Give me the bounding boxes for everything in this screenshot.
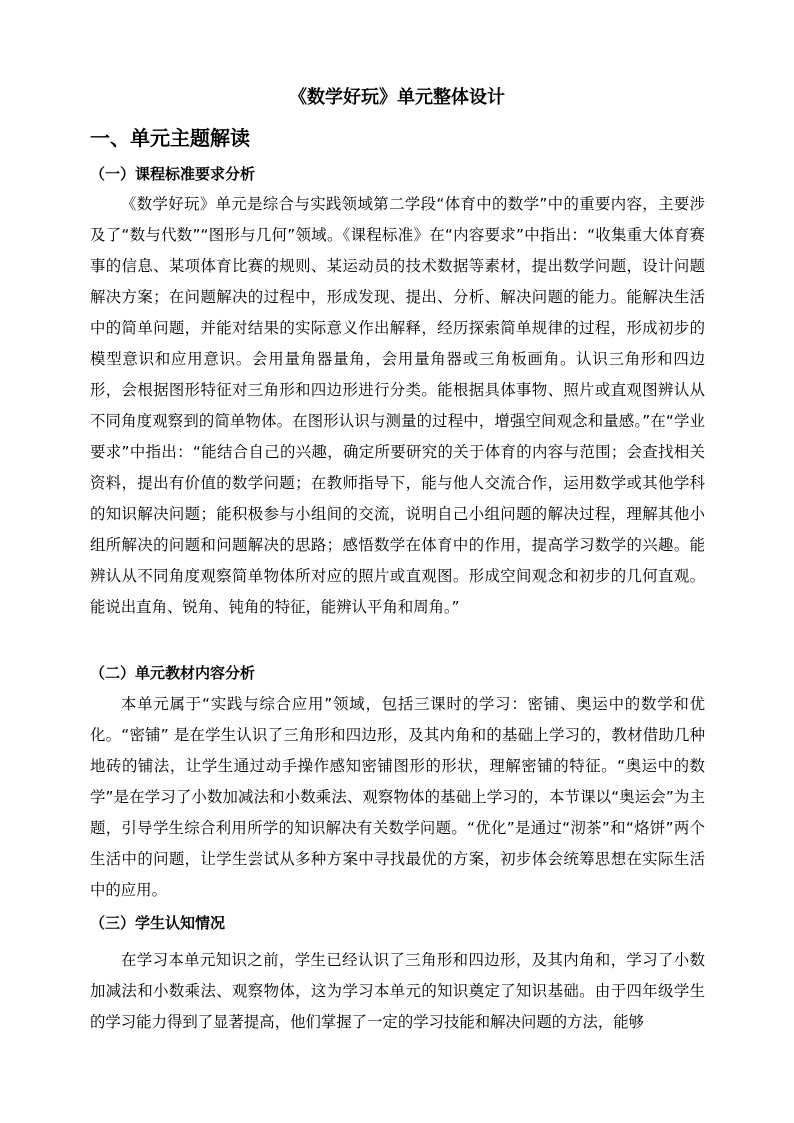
paragraph-textbook-content: 本单元属于“实践与综合应用”领域，包括三课时的学习：密铺、奥运中的数学和优化。“密铺” 是在学生认识了三角形和四边形，及其内角和的基础上学习的，教材借助几种地砖的铺法，让学生通过动手操作感知密铺图形的形状，理解密铺的特征。“奥运中的数学”是在学习了小数加减法和小数乘法、观察物体的基础上学习的，本节课以“奥运会”为主题，引导学生综合利用所学的知识解决有关数学问题。“优化”是通过“沏茶”和“烙饼”两个生活中的问题，让学生尝试从多种方案中寻找最优的方案，初步体会统筹思想在实际生活中的应用。 <box>90 695 705 899</box>
subsection-heading-student-cognition: （三）学生认知情况 <box>90 914 226 932</box>
subsection-heading-curriculum-standards: （一）课程标准要求分析 <box>90 165 256 183</box>
paragraph-curriculum-standards: 《数学好玩》单元是综合与实践领域第二学段“体育中的数学”中的重要内容，主要涉及了“数与代数”“图形与几何”领域。《课程标准》在“内容要求”中指出：“收集重大体育赛事的信息、某项体育比赛的规则、某运动员的技术数据等素材，提出数学问题，设计问题解决方案；在问题解决的过程中，形成发现、提出、分析、解决问题的能力。能解决生活中的简单问题，并能对结果的实际意义作出解释，经历探索简单规律的过程，形成初步的模型意识和应用意识。会用量角器量角，会用量角器或三角板画角。认识三角形和四边形，会根据图形特征对三角形和四边形进行分类。能根据具体事物、照片或直观图辨认从不同角度观察到的简单物体。在图形认识与测量的过程中，增强空间观念和量感。”在“学业要求”中指出：“能结合自己的兴趣，确定所要研究的关于体育的内容与范围；会查找相关资料，提出有价值的数学问题；在教师指导下，能与他人交流合作，运用数学或其他学科的知识解决问题；能积极参与小组间的交流，说明自己小组问题的解决过程，理解其他小组所解决的问题和问题解决的思路；感悟数学在体育中的作用，提高学习数学的兴趣。能辨认从不同角度观察简单物体所对应的照片或直观图。形成空间观念和初步的几何直观。能说出直角、锐角、钝角的特征，能辨认平角和周角。” <box>90 195 705 616</box>
section-heading-unit-theme: 一、单元主题解读 <box>90 126 250 150</box>
document-title: 《数学好玩》单元整体设计 <box>289 87 505 108</box>
subsection-heading-textbook-content: （二）单元教材内容分析 <box>90 664 256 682</box>
paragraph-student-cognition: 在学习本单元知识之前，学生已经认识了三角形和四边形，及其内角和，学习了小数加减法和小数乘法、观察物体，这为学习本单元的知识奠定了知识基础。由于四年级学生的学习能力得到了显著提高，他们掌握了一定的学习技能和解决问题的方法，能够 <box>90 951 705 1031</box>
